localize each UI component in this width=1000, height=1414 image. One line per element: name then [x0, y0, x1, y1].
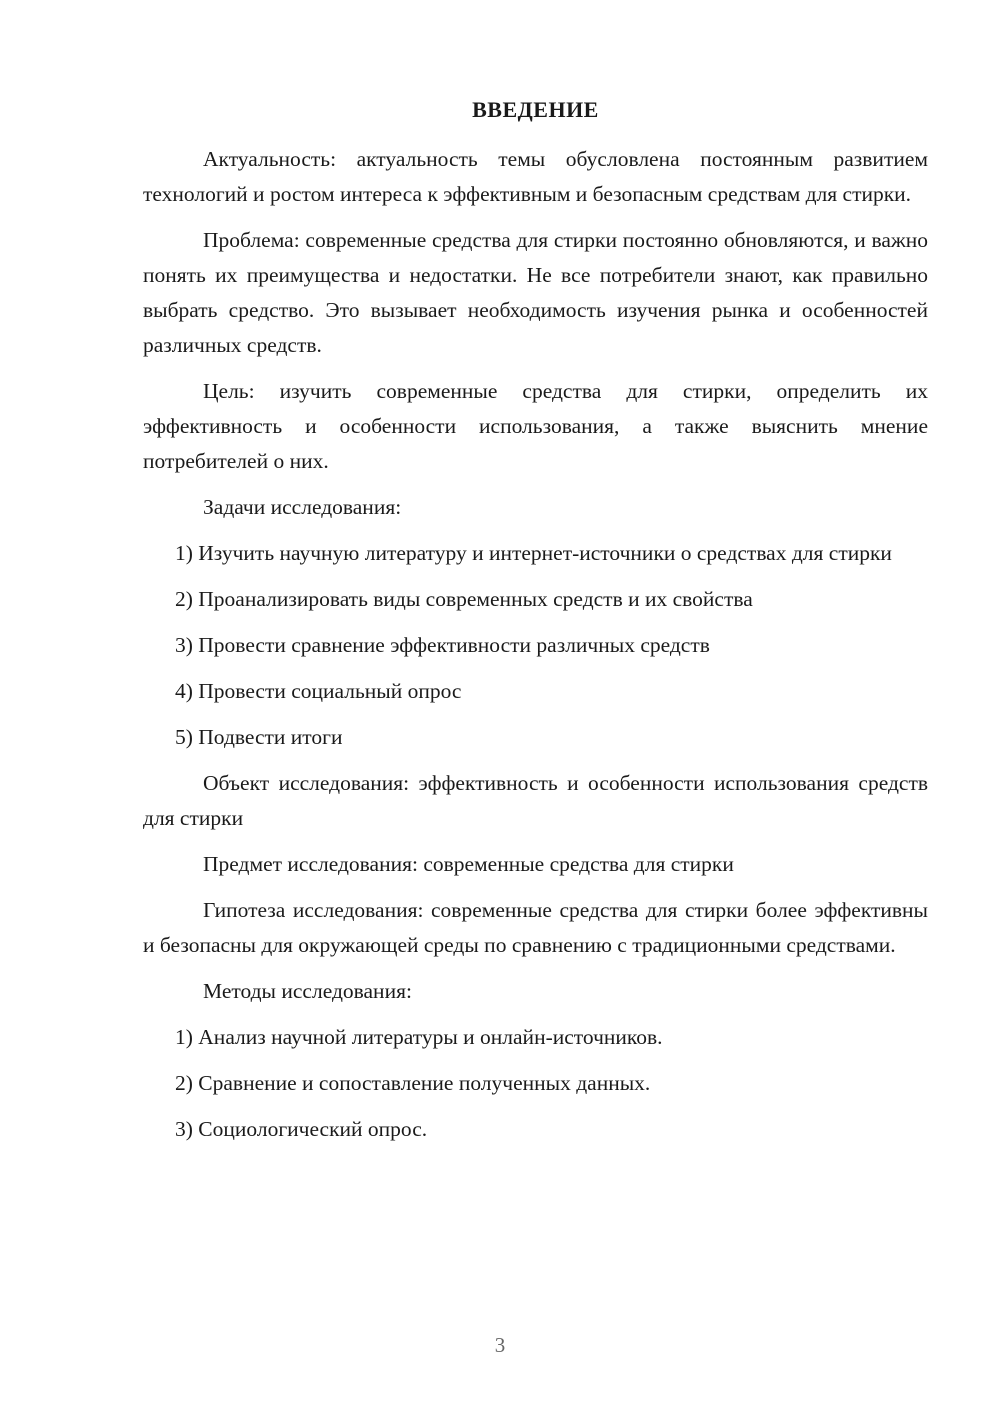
list-item: 5) Подвести итоги: [175, 725, 343, 749]
relevance-paragraph: Актуальность: актуальность темы обусловлена постоянным развитием технологий и ростом интереса к эффективным и безопасным средствам для стирки.: [143, 147, 928, 206]
list-item: 1) Изучить научную литературу и интернет-источники о средствах для стирки: [175, 541, 892, 565]
list-item: 4) Провести социальный опрос: [175, 679, 462, 703]
tasks-list: [143, 536, 928, 755]
problem-paragraph: Проблема: современные средства для стирки постоянно обновляются, и важно понять их преимущества и недостатки. Не все потребители знают, как правильно выбрать средство. Это вызывает необходимость изучения рынка и особенностей различных средств.: [143, 228, 928, 357]
section-title: ВВЕДЕНИЕ: [472, 97, 599, 122]
subject-paragraph: Предмет исследования: современные средства для стирки: [203, 852, 734, 876]
methods-list: [143, 1020, 928, 1147]
methods-heading: Методы исследования:: [203, 979, 412, 1003]
page-number: 3: [494, 1333, 506, 1357]
list-item: 2) Сравнение и сопоставление полученных данных.: [175, 1071, 651, 1095]
object-paragraph: Объект исследования: эффективность и особенности использования средств для стирки: [143, 771, 928, 830]
list-item: 3) Социологический опрос.: [175, 1117, 428, 1141]
document-page: [143, 96, 928, 1158]
hypothesis-paragraph: Гипотеза исследования: современные средства для стирки более эффективны и безопасны для окружающей среды по сравнению с традиционными средствами.: [143, 898, 928, 957]
tasks-heading: Задачи исследования:: [203, 495, 402, 519]
list-item: 2) Проанализировать виды современных средств и их свойства: [175, 587, 753, 611]
list-item: 1) Анализ научной литературы и онлайн-источников.: [175, 1025, 663, 1049]
list-item: 3) Провести сравнение эффективности различных средств: [175, 633, 710, 657]
goal-paragraph: Цель: изучить современные средства для стирки, определить их эффективность и особенности использования, а также выяснить мнение потребителей о них.: [143, 379, 928, 473]
